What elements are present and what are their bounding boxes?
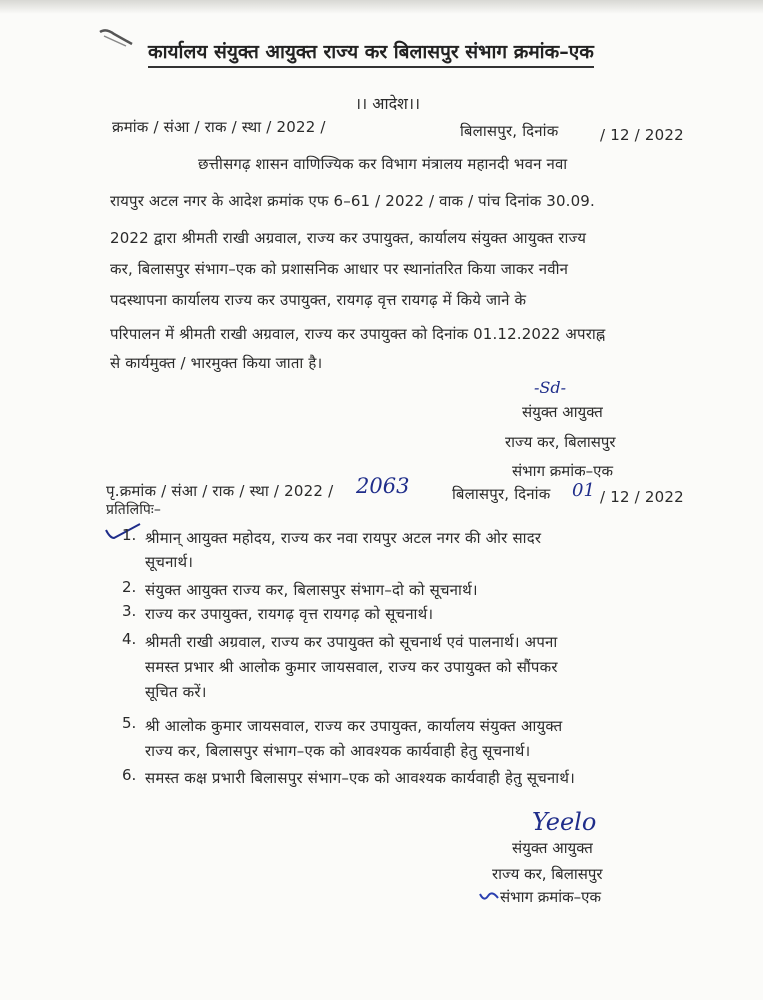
body-line: पदस्थापना कार्यालय राज्य कर उपायुक्त, रायगढ़ वृत्त रायगढ़ में किये जाने के <box>110 291 527 309</box>
endorsement-number-handwritten: 2063 <box>356 474 410 498</box>
page-top-shadow <box>0 0 763 14</box>
copy-item-line: सूचनार्थ। <box>145 553 194 571</box>
copy-item-number: 1. <box>122 526 137 544</box>
endorsement-place-date: बिलासपुर, दिनांक <box>452 485 551 503</box>
copy-label: प्रतिलिपिः– <box>106 502 162 518</box>
paper-clip-icon <box>96 26 138 48</box>
copy-item-line: समस्त कक्ष प्रभारी बिलासपुर संभाग–एक को आवश्यक कार्यवाही हेतु सूचनार्थ। <box>145 769 576 787</box>
copy-item-number: 6. <box>122 766 137 784</box>
order-number: क्रमांक / संआ / राक / स्था / 2022 / <box>112 118 326 136</box>
body-line: रायपुर अटल नगर के आदेश क्रमांक एफ 6–61 / 2022 / वाक / पांच दिनांक 30.09. <box>110 192 595 210</box>
body-line: 2022 द्वारा श्रीमती राखी अग्रवाल, राज्य कर उपायुक्त, कार्यालय संयुक्त आयुक्त राज्य <box>110 229 587 247</box>
signature-sd: -Sd- <box>534 378 567 397</box>
copy-item-line: श्रीमान् आयुक्त महोदय, राज्य कर नवा रायपुर अटल नगर की ओर सादर <box>145 529 542 547</box>
signatory-division: संभाग क्रमांक–एक <box>500 888 601 906</box>
body-line: से कार्यमुक्त / भारमुक्त किया जाता है। <box>110 354 323 372</box>
signatory-designation: संयुक्त आयुक्त <box>512 839 593 857</box>
order-place-date: बिलासपुर, दिनांक <box>460 122 559 140</box>
signatory-division: संभाग क्रमांक–एक <box>512 462 613 480</box>
copy-item-line: संयुक्त आयुक्त राज्य कर, बिलासपुर संभाग–दो को सूचनार्थ। <box>145 581 478 599</box>
copy-item-number: 3. <box>122 602 137 620</box>
signatory-designation: संयुक्त आयुक्त <box>522 403 603 421</box>
copy-item-number: 2. <box>122 578 137 596</box>
body-line: कर, बिलासपुर संभाग–एक को प्रशासनिक आधार पर स्थानांतरित किया जाकर नवीन <box>110 260 569 278</box>
signature-handwritten: Yeelo <box>532 808 597 836</box>
endorsement-date-rest: / 12 / 2022 <box>600 488 684 506</box>
copy-item-number: 5. <box>122 714 137 732</box>
copy-item-line: राज्य कर, बिलासपुर संभाग–एक को आवश्यक कार्यवाही हेतु सूचनार्थ। <box>145 742 531 760</box>
initial-mark-icon <box>478 888 500 904</box>
copy-item-line: समस्त प्रभार श्री आलोक कुमार जायसवाल, राज्य कर उपायुक्त को सौंपकर <box>145 658 558 676</box>
body-line: छत्तीसगढ़ शासन वाणिज्यिक कर विभाग मंत्रालय महानदी भवन नवा <box>198 155 568 173</box>
copy-item-line: श्रीमती राखी अग्रवाल, राज्य कर उपायुक्त को सूचनार्थ एवं पालनार्थ। अपना <box>145 633 558 651</box>
copy-item-line: सूचित करें। <box>145 683 207 701</box>
body-line: परिपालन में श्रीमती राखी अग्रवाल, राज्य कर उपायुक्त को दिनांक 01.12.2022 अपराह्न <box>110 325 606 343</box>
order-date-value: / 12 / 2022 <box>600 126 684 144</box>
signatory-office: राज्य कर, बिलासपुर <box>492 865 603 883</box>
copy-item-line: श्री आलोक कुमार जायसवाल, राज्य कर उपायुक्त, कार्यालय संयुक्त आयुक्त <box>145 717 563 735</box>
endorsement-number: पृ.क्रमांक / संआ / राक / स्था / 2022 / <box>106 482 334 500</box>
office-heading: कार्यालय संयुक्त आयुक्त राज्य कर बिलासपुर संभाग क्रमांक–एक <box>148 38 594 68</box>
copy-item-number: 4. <box>122 630 137 648</box>
copy-item-line: राज्य कर उपायुक्त, रायगढ़ वृत्त रायगढ़ को सूचनार्थ। <box>145 605 434 623</box>
signatory-office: राज्य कर, बिलासपुर <box>505 433 616 451</box>
order-title: ।। आदेश।। <box>355 94 421 113</box>
endorsement-date-handwritten: 01 <box>572 480 595 501</box>
